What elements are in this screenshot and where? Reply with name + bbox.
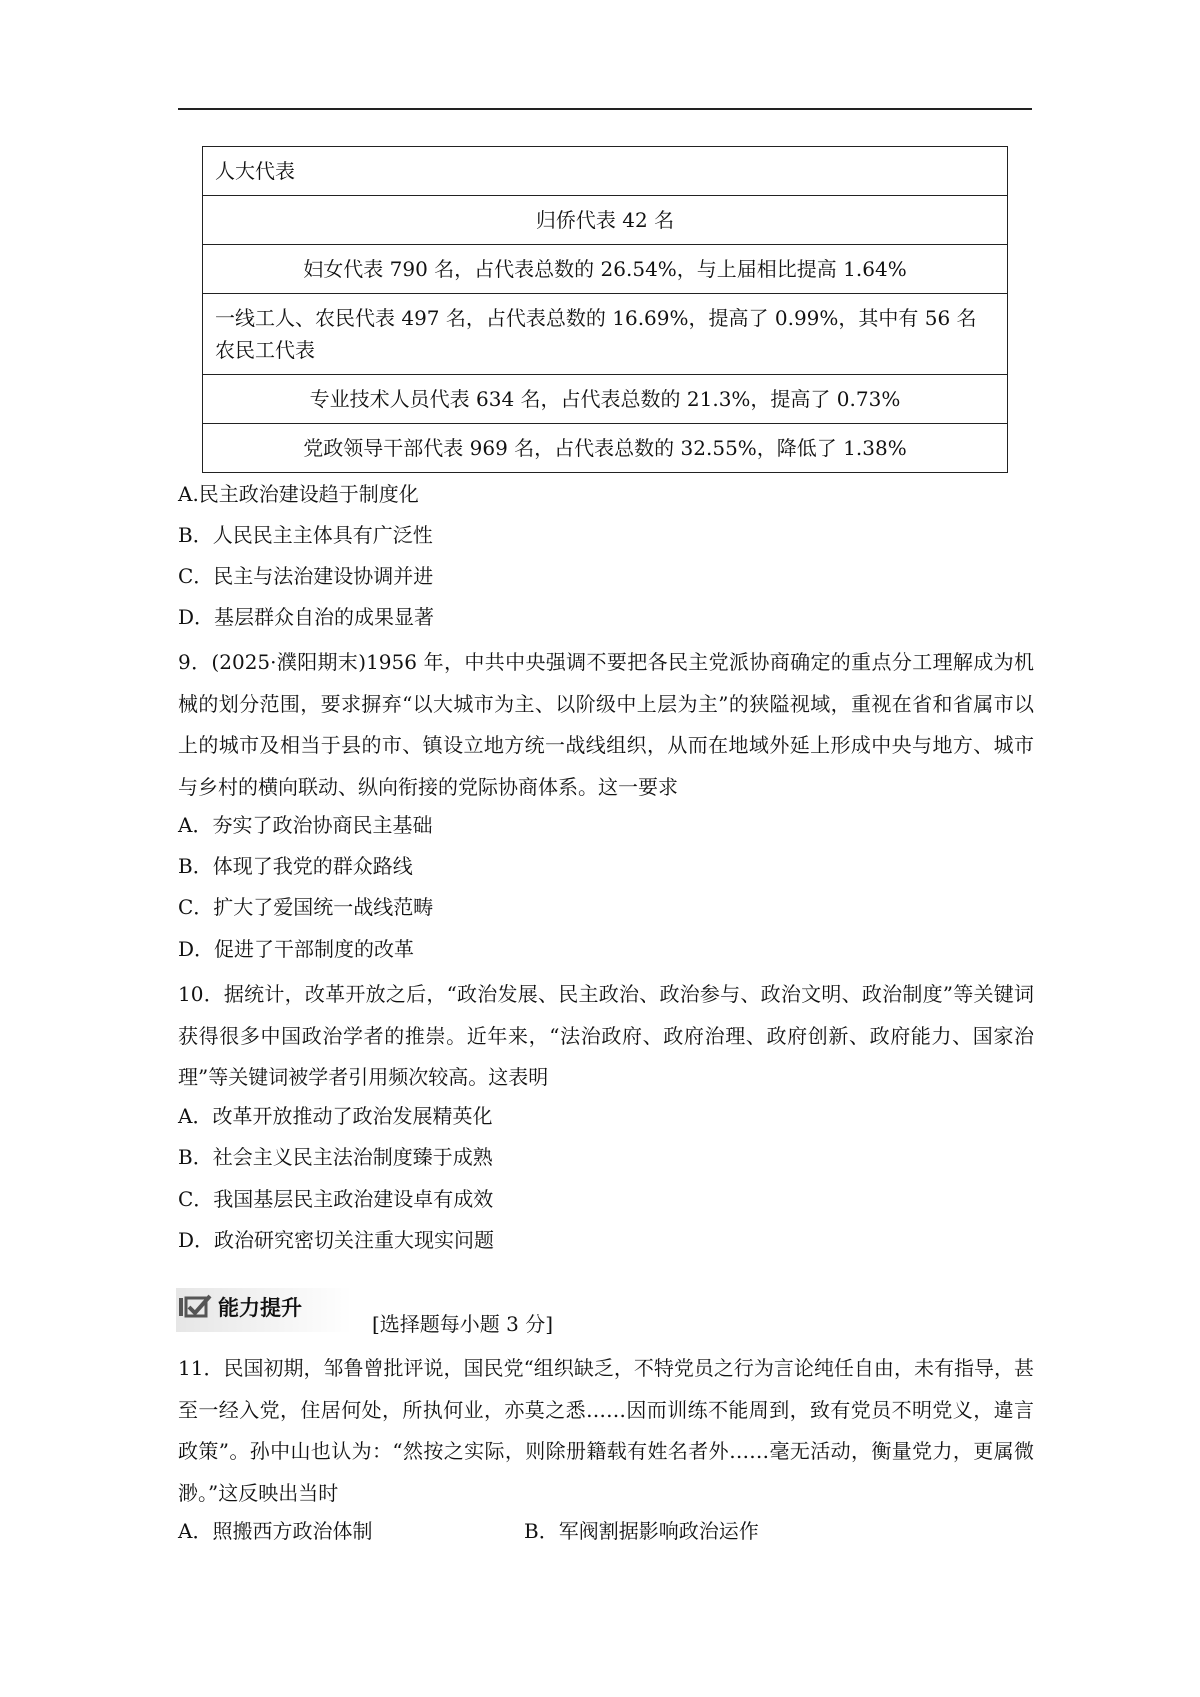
q9-option-c: C．扩大了爱国统一战线范畴 <box>178 895 434 919</box>
q10-option-c: C．我国基层民主政治建设卓有成效 <box>178 1187 494 1211</box>
q11-stem: 11．民国初期，邹鲁曾批评说，国民党“组织缺乏，不特党员之行为言论纯任自由，未有指导，甚至一经入党，住居何处，所执何业，亦莫之悉……因而训练不能周到，致有党员不明党义，違言政策”。孙中山也认为：“然按之实际，则除册籍载有姓名者外……毫无活动，衡量党力，更属微渺。”这反映出当时 <box>178 1356 1034 1505</box>
table-cell: 一线工人、农民代表 497 名，占代表总数的 16.69%，提高了 0.99%，其中有 56 名农民工代表 <box>203 294 1008 375</box>
table-cell: 专业技术人员代表 634 名，占代表总数的 21.3%，提高了 0.73% <box>203 375 1008 424</box>
table-cell: 党政领导干部代表 969 名，占代表总数的 32.55%，降低了 1.38% <box>203 424 1008 473</box>
q10-option-b: B．社会主义民主法治制度臻于成熟 <box>178 1145 493 1169</box>
header-rule <box>178 108 1032 110</box>
table-row <box>203 294 1008 375</box>
q9-option-d: D．促进了干部制度的改革 <box>178 937 415 961</box>
q8-option-a: A.民主政治建设趋于制度化 <box>178 482 419 506</box>
q10-option-a: A．改革开放推动了政治发展精英化 <box>178 1104 493 1128</box>
table-row <box>203 375 1008 424</box>
score-note: [选择题每小题 3 分] <box>372 1312 554 1336</box>
q9-option-a: A．夯实了政治协商民主基础 <box>178 813 433 837</box>
q8-option-b: B．人民民主主体具有广泛性 <box>178 523 433 547</box>
table-cell: 人大代表 <box>203 147 1008 196</box>
table-row <box>203 147 1008 196</box>
table-cell: 归侨代表 42 名 <box>203 196 1008 245</box>
section-title: 能力提升 <box>218 1296 302 1320</box>
table-row <box>203 245 1008 294</box>
q10-option-d: D．政治研究密切关注重大现实问题 <box>178 1228 495 1252</box>
delegates-table <box>202 146 1008 473</box>
q8-option-c: C．民主与法治建设协调并进 <box>178 564 434 588</box>
q9-stem: 9．(2025·濮阳期末)1956 年，中共中央强调不要把各民主党派协商确定的重点分工理解成为机械的划分范围，要求摒弃“以大城市为主、以阶级中上层为主”的狭隘视域，重视在省和省属市以上的城市及相当于县的市、镇设立地方统一战线组织，从而在地域外延上形成中央与地方、城市与乡村的横向联动、纵向衔接的党际协商体系。这一要求 <box>178 650 1034 799</box>
checkmark-icon <box>178 1294 212 1324</box>
table-row <box>203 424 1008 473</box>
section-header <box>176 1288 352 1332</box>
q11-option-a: A．照搬西方政治体制 <box>178 1519 373 1543</box>
q10-stem: 10．据统计，改革开放之后，“政治发展、民主政治、政治参与、政治文明、政治制度”等关键词获得很多中国政治学者的推崇。近年来，“法治政府、政府治理、政府创新、政府能力、国家治理”等关键词被学者引用频次较高。这表明 <box>178 982 1034 1089</box>
q11-option-b: B．军阀割据影响政治运作 <box>524 1519 759 1543</box>
table-row <box>203 196 1008 245</box>
table-cell: 妇女代表 790 名，占代表总数的 26.54%，与上届相比提高 1.64% <box>203 245 1008 294</box>
q9-option-b: B．体现了我党的群众路线 <box>178 854 413 878</box>
q8-option-d: D．基层群众自治的成果显著 <box>178 605 435 629</box>
